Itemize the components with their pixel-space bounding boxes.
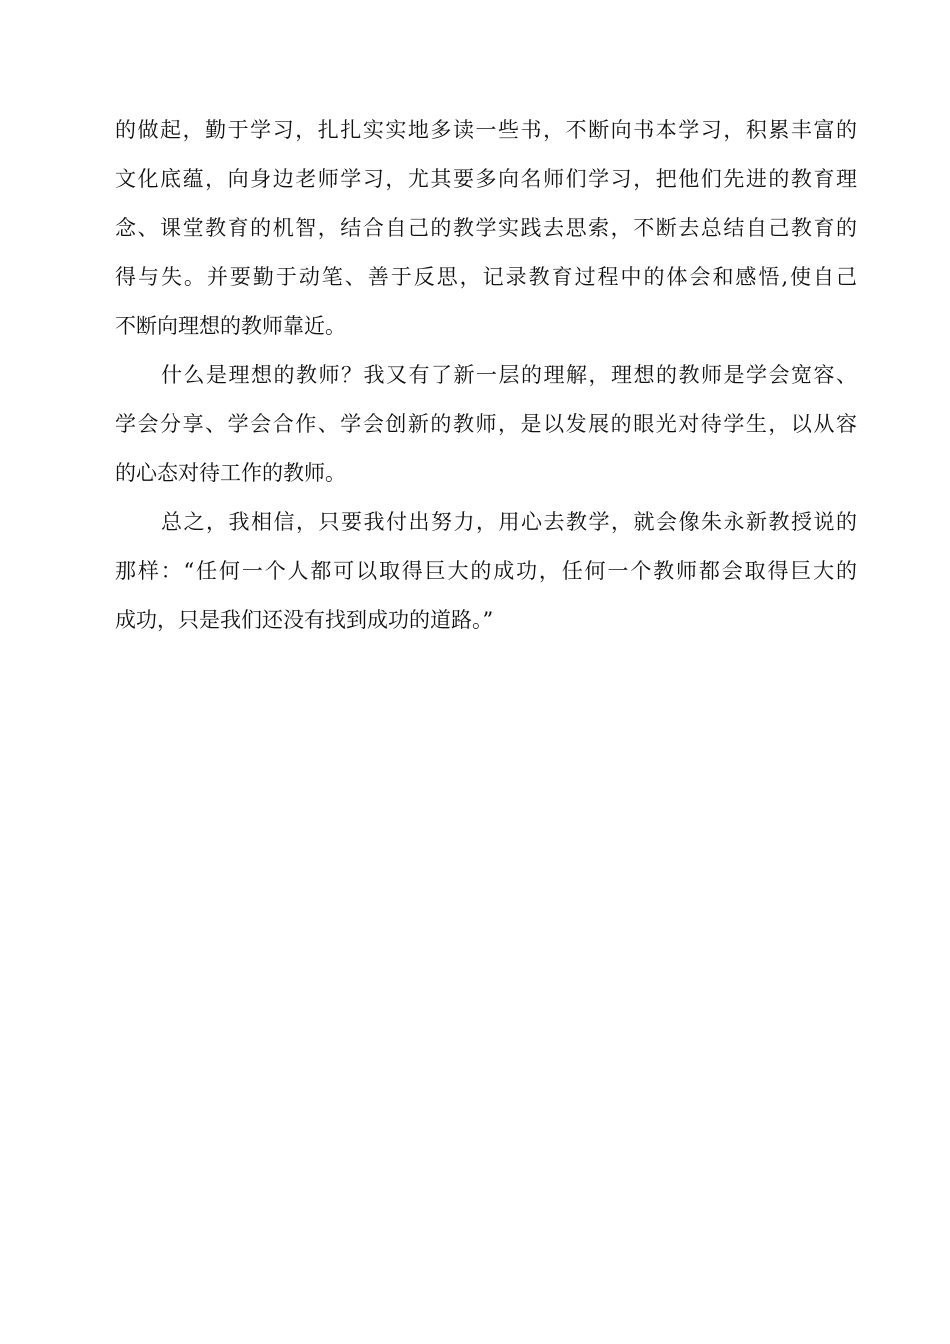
text-line: 不断向理想的教师靠近。 bbox=[115, 314, 346, 338]
paragraph bbox=[115, 106, 857, 351]
text-line: 总之，我相信，只要我付出努力，用心去教学，就会像朱永新教授说的 bbox=[161, 510, 857, 534]
text-line: 文化底蕴，向身边老师学习，尤其要多向名师们学习，把他们先进的教育理 bbox=[115, 167, 857, 191]
paragraph bbox=[115, 498, 857, 645]
text-line: 什么是理想的教师？我又有了新一层的理解，理想的教师是学会宽容、 bbox=[161, 363, 857, 387]
text-line: 得与失。并要勤于动笔、善于反思，记录教育过程中的体会和感悟,使自己 bbox=[115, 265, 857, 289]
text-line: 那样：“任何一个人都可以取得巨大的成功，任何一个教师都会取得巨大的 bbox=[115, 559, 857, 583]
text-line: 念、课堂教育的机智，结合自己的教学实践去思索，不断去总结自己教育的 bbox=[115, 216, 857, 240]
text-line: 的做起，勤于学习，扎扎实实地多读一些书，不断向书本学习，积累丰富的 bbox=[115, 118, 857, 142]
text-line: 成功，只是我们还没有找到成功的道路。” bbox=[115, 608, 494, 632]
document-body bbox=[115, 106, 857, 645]
paragraph bbox=[115, 351, 857, 498]
text-line: 的心态对待工作的教师。 bbox=[115, 461, 346, 485]
text-line: 学会分享、学会合作、学会创新的教师，是以发展的眼光对待学生，以从容 bbox=[115, 412, 857, 436]
